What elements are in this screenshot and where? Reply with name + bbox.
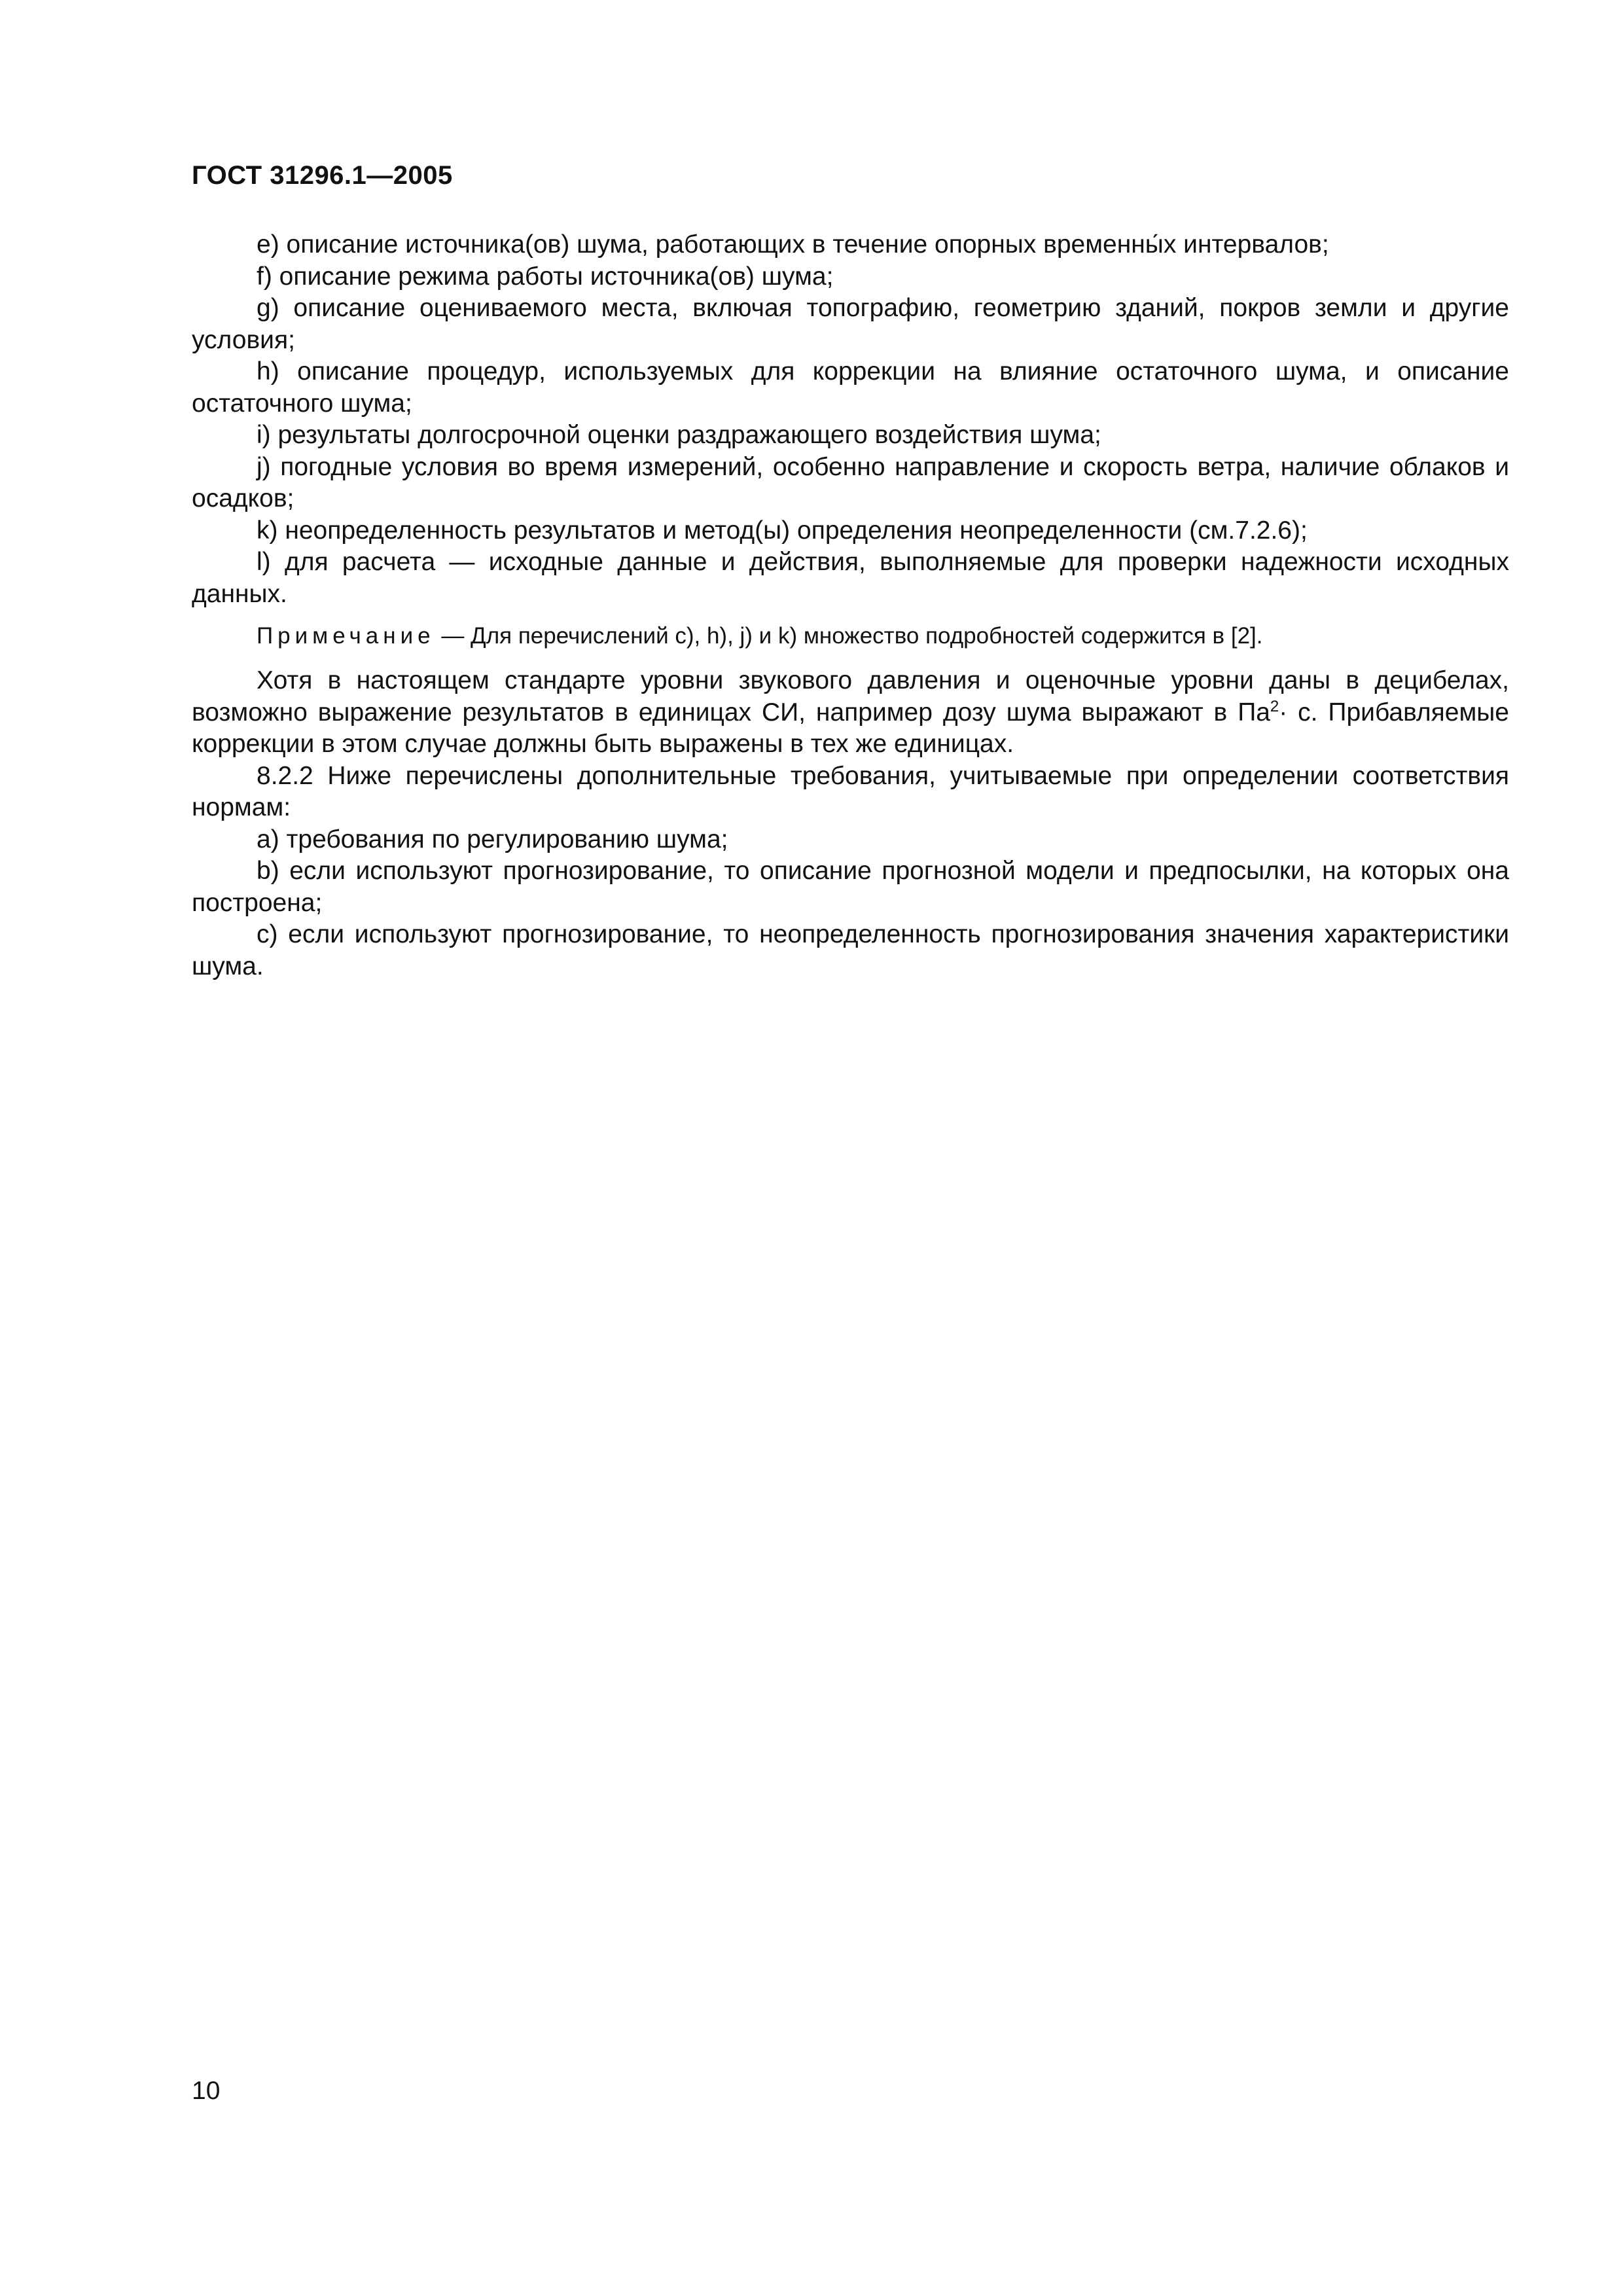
list-item-l: l) для расчета — исходные данные и действия, выполняемые для проверки надежности исходных данных. — [192, 548, 1509, 608]
clause-item-a: a) требования по регулированию шума; — [257, 825, 728, 853]
si-text-after-unit: · с. Прибавляемые коррекции в этом случае должны быть выражены в тех же единицах. — [192, 698, 1509, 758]
list-item-f: f) описание режима работы источника(ов) шума; — [257, 262, 834, 291]
clause-8-2-2: 8.2.2 Ниже перечислены дополнительные требования, учитываемые при определении соответствия нормам: — [192, 761, 1509, 821]
page-body — [192, 229, 1509, 982]
document-header: ГОСТ 31296.1—2005 — [192, 161, 453, 190]
unit-exponent: 2 — [1270, 697, 1279, 715]
page-number: 10 — [192, 2077, 221, 2105]
note-text: — Для перечислений c), h), j) и k) множество подробностей содержится в [2]. — [435, 623, 1263, 649]
list-item-k: k) неопределенность результатов и метод(ы) определения неопределенности (см.7.2.6); — [257, 516, 1308, 545]
list-item-e: e) описание источника(ов) шума, работающих в течение опорных временны́х интервалов; — [257, 230, 1329, 259]
note — [192, 622, 1509, 651]
si-text-before-unit: Хотя в настоящем стандарте уровни звукового давления и оценочные уровни даны в децибелах, возможно выражение результатов в единицах СИ, например дозу шума выражают в Па — [192, 666, 1509, 726]
list-item-h: h) описание процедур, используемых для коррекции на влияние остаточного шума, и описание остаточного шума; — [192, 357, 1509, 418]
note-label: Примечание — [257, 623, 435, 649]
list-item-g: g) описание оцениваемого места, включая топографию, геометрию зданий, покров земли и другие условия; — [192, 294, 1509, 354]
list-item-j: j) погодные условия во время измерений, особенно направление и скорость ветра, наличие облаков и осадков; — [192, 452, 1509, 512]
clause-item-c: c) если используют прогнозирование, то неопределенность прогнозирования значения характеристики шума. — [192, 920, 1509, 980]
list-item-i: i) результаты долгосрочной оценки раздражающего воздействия шума; — [257, 421, 1101, 449]
clause-item-b: b) если используют прогнозирование, то описание прогнозной модели и предпосылки, на которых она построена; — [192, 857, 1509, 917]
paragraph-si-units — [192, 665, 1509, 761]
